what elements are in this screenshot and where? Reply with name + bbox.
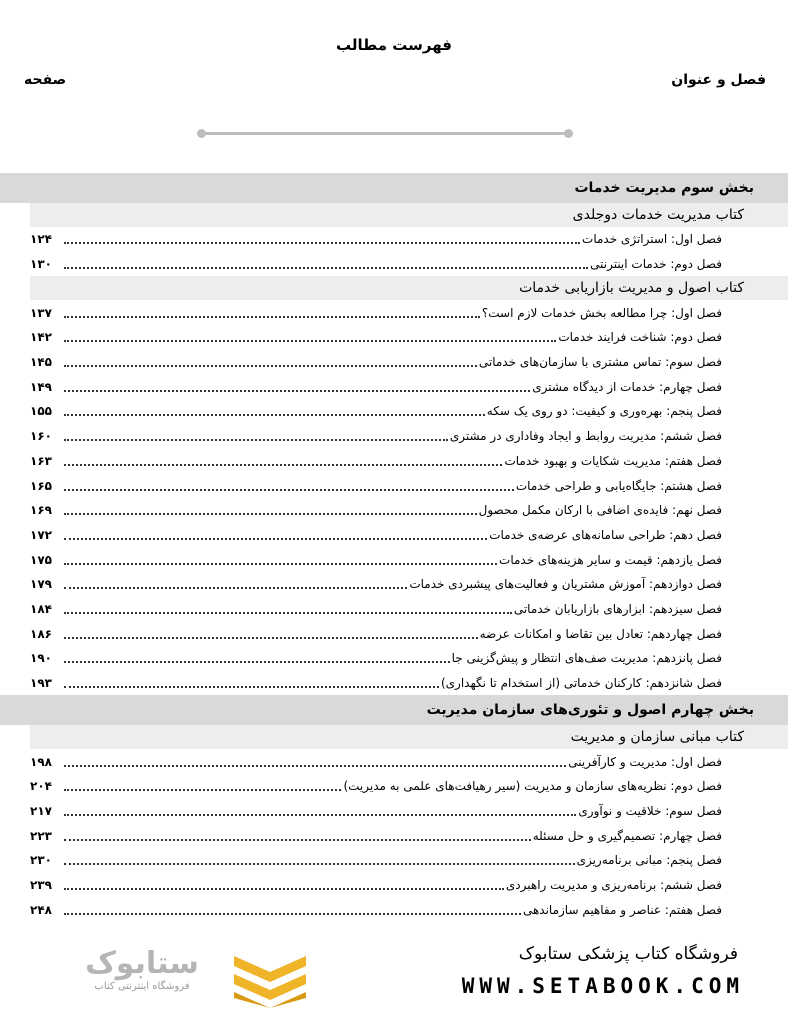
toc-entry [30, 572, 788, 597]
table-of-contents [0, 173, 788, 922]
toc-entry [30, 898, 788, 923]
entry-title: فصل یازدهم: قیمت و سایر هزینه‌های خدمات [499, 552, 722, 567]
logo-subtitle: فروشگاه اینترنتی کتاب [94, 981, 190, 992]
page-number: ۱۶۳ [30, 453, 52, 468]
chevron-stack-icon [232, 952, 308, 1008]
page-number: ۱۸۴ [30, 601, 52, 616]
page-number: ۱۳۰ [30, 257, 52, 272]
dot-leader [64, 839, 531, 841]
page-number: ۲۴۸ [30, 902, 52, 917]
dot-leader [64, 789, 341, 791]
entry-title: فصل چهارم: خدمات از دیدگاه مشتری [532, 379, 722, 394]
entry-title: فصل پانزدهم: مدیریت صف‌های انتظار و پیش‌گزینی جا [451, 651, 722, 666]
toc-entry [30, 300, 788, 325]
page-number: ۱۲۴ [30, 232, 52, 247]
page-number: ۱۷۲ [30, 527, 52, 542]
entry-title: فصل هشتم: جایگاه‌یابی و طراحی خدمات [515, 478, 722, 493]
store-name: فروشگاه کتاب پزشکی ستابوک [518, 944, 738, 964]
dot-leader [64, 863, 575, 865]
page-number: ۱۴۲ [30, 330, 52, 345]
dot-leader [64, 513, 477, 515]
dot-leader [64, 464, 502, 466]
toc-entry [30, 424, 788, 449]
toc-entry [30, 823, 788, 848]
page-number: ۱۳۷ [30, 305, 52, 320]
page-number: ۱۶۵ [30, 478, 52, 493]
dot-leader [64, 661, 450, 663]
entry-title: فصل اول: مدیریت و کارآفرینی [568, 754, 722, 769]
entry-title: فصل پنجم: بهره‌وری و کیفیت: دو روی یک سکه [486, 404, 722, 419]
dot-leader [64, 686, 439, 688]
page-number: ۱۸۶ [30, 626, 52, 641]
toc-entry [30, 252, 788, 277]
toc-entry [30, 227, 788, 252]
part-heading: بخش سوم مدیریت خدمات [0, 173, 788, 203]
toc-entry [30, 473, 788, 498]
dot-leader [64, 267, 588, 269]
dot-leader [64, 414, 485, 416]
entry-title: فصل دهم: طراحی سامانه‌های عرضه‌ی خدمات [489, 527, 722, 542]
page-number: ۱۹۰ [30, 651, 52, 666]
toc-entry [30, 399, 788, 424]
dot-leader [64, 316, 480, 318]
page-number: ۲۱۷ [30, 804, 52, 819]
entry-title: فصل نهم: فایده‌ی اضافی با ارکان مکمل محصول [478, 503, 722, 518]
entry-title: فصل اول: استراتژی خدمات [582, 232, 722, 247]
entry-title: فصل ششم: مدیریت روابط و ایجاد وفاداری در مشتری [449, 429, 722, 444]
entry-title: فصل دوم: نظریه‌های سازمان و مدیریت (سیر رهیافت‌های علمی به مدیریت) [343, 779, 722, 794]
book-heading: کتاب مدیریت خدمات دوجلدی [30, 203, 788, 227]
page-number: ۱۵۵ [30, 404, 52, 419]
toc-entry [30, 325, 788, 350]
toc-entry [30, 449, 788, 474]
entry-title: فصل شانزدهم: کارکنان خدماتی (از استخدام تا نگهداری) [440, 676, 722, 691]
entry-title: فصل دوم: خدمات اینترنتی [590, 257, 722, 272]
entry-title: فصل سوم: خلاقیت و نوآوری [578, 804, 722, 819]
dot-leader [64, 814, 576, 816]
dot-leader [64, 913, 521, 915]
toc-entry [30, 646, 788, 671]
page-number: ۲۳۹ [30, 878, 52, 893]
book-heading: کتاب اصول و مدیریت بازاریابی خدمات [30, 276, 788, 300]
page-number: ۱۴۹ [30, 379, 52, 394]
page-number: ۲۲۳ [30, 828, 52, 843]
entry-title: فصل اول: چرا مطالعه بخش خدمات لازم است؟ [481, 305, 722, 320]
page-title: فهرست مطالب [336, 36, 452, 54]
dot-leader [64, 612, 512, 614]
toc-entry [30, 671, 788, 696]
toc-entry [30, 597, 788, 622]
entry-title: فصل ششم: برنامه‌ریزی و مدیریت راهبردی [505, 878, 722, 893]
dot-leader [64, 242, 580, 244]
page-number: ۱۹۸ [30, 754, 52, 769]
chapter-column-header: فصل و عنوان [671, 72, 766, 88]
dot-leader [64, 765, 566, 767]
book-heading: کتاب مبانی سازمان و مدیریت [30, 725, 788, 749]
entry-title: فصل پنجم: مبانی برنامه‌ریزی [576, 853, 722, 868]
logo-word: ستابوک [85, 946, 199, 981]
footer [0, 938, 788, 1012]
page-number: ۱۷۹ [30, 577, 52, 592]
dot-leader [64, 637, 478, 639]
dot-leader [64, 439, 448, 441]
entry-title: فصل چهارم: تصمیم‌گیری و حل مسئله [532, 828, 722, 843]
entry-title: فصل دوم: شناخت فرایند خدمات [558, 330, 722, 345]
toc-entry [30, 523, 788, 548]
entry-title: فصل چهاردهم: تعادل بین تقاضا و امکانات عرضه [479, 626, 722, 641]
toc-entry [30, 621, 788, 646]
page-number: ۱۹۳ [30, 676, 52, 691]
toc-entry [30, 374, 788, 399]
page-number: ۲۳۰ [30, 853, 52, 868]
page-number: ۱۶۹ [30, 503, 52, 518]
toc-entry [30, 799, 788, 824]
dot-leader [64, 489, 514, 491]
page-number: ۱۷۵ [30, 552, 52, 567]
toc-entry [30, 749, 788, 774]
dot-leader [64, 340, 556, 342]
dot-leader [64, 563, 497, 565]
dot-leader [64, 587, 407, 589]
entry-title: فصل سیزدهم: ابزارهای بازاریابان خدماتی [513, 601, 722, 616]
page-number: ۲۰۴ [30, 779, 52, 794]
part-heading: بخش چهارم اصول و تئوری‌های سازمان مدیریت [0, 695, 788, 725]
dot-leader [64, 365, 477, 367]
page-column-header: صفحه [24, 72, 67, 88]
entry-title: فصل هفتم: عناصر و مفاهیم سازماندهی [522, 902, 722, 917]
entry-title: فصل هفتم: مدیریت شکایات و بهبود خدمات [504, 453, 722, 468]
logo [62, 946, 222, 992]
toc-entry [30, 350, 788, 375]
dot-leader [64, 538, 487, 540]
decorative-divider [200, 132, 570, 135]
toc-entry [30, 873, 788, 898]
toc-entry [30, 774, 788, 799]
website-link[interactable]: WWW.SETABOOK.COM [461, 974, 744, 998]
entry-title: فصل دوازدهم: آموزش مشتریان و فعالیت‌های پیشبردی خدمات [409, 577, 722, 592]
dot-leader [64, 390, 530, 392]
toc-entry [30, 848, 788, 873]
page-number: ۱۶۰ [30, 429, 52, 444]
entry-title: فصل سوم: تماس مشتری با سازمان‌های خدماتی [478, 355, 722, 370]
dot-leader [64, 888, 504, 890]
toc-entry [30, 547, 788, 572]
page-number: ۱۴۵ [30, 355, 52, 370]
toc-entry [30, 498, 788, 523]
